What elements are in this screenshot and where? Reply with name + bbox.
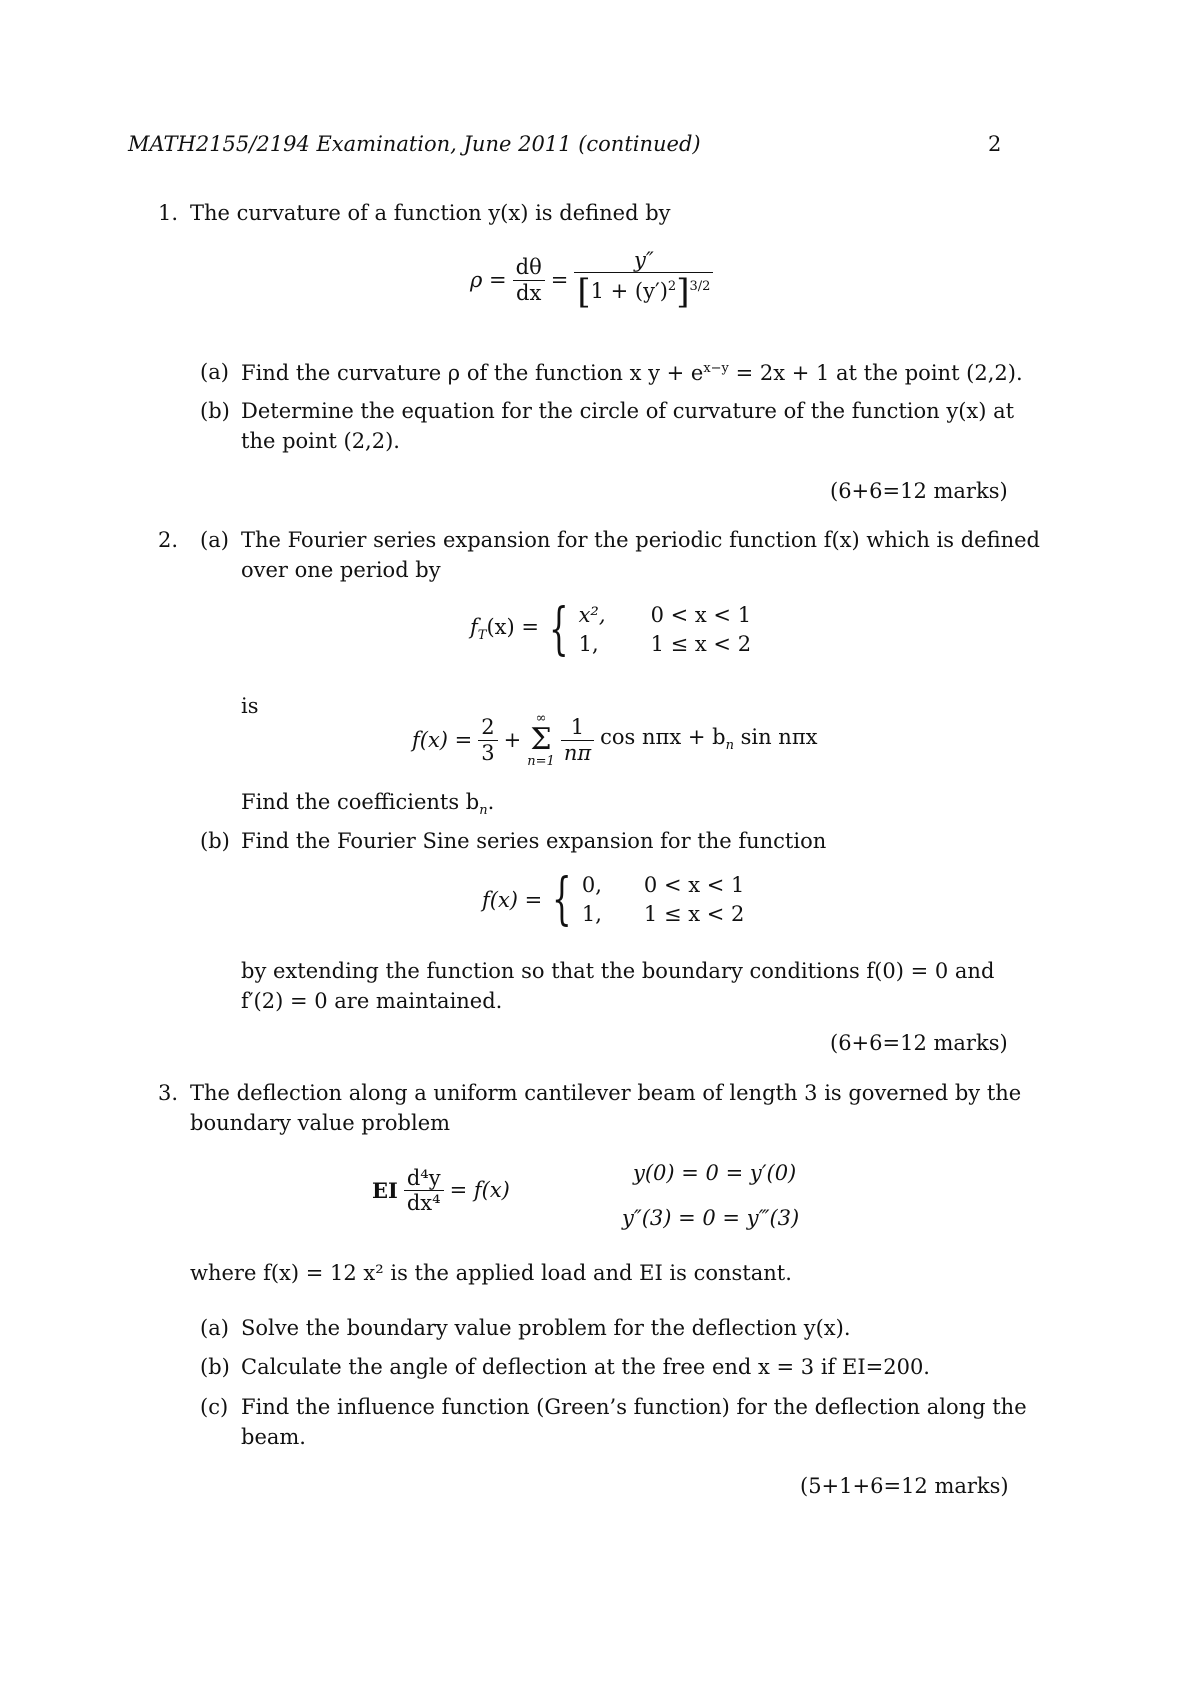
find-text: Find the coefficients b (241, 790, 480, 814)
ei-symbol: EI (372, 1178, 398, 1204)
left-bracket: [ (577, 272, 591, 313)
periodic-function-definition (470, 597, 752, 662)
step-function-definition (482, 867, 745, 932)
find-coefficients-text (241, 792, 494, 817)
question-1-intro: The curvature of a function y(x) is defined by (190, 201, 671, 225)
question-3c-label: (c) (200, 1395, 229, 1419)
question-2-marks: (6+6=12 marks) (830, 1031, 1008, 1055)
page-number: 2 (988, 132, 1002, 156)
question-3a-text: Solve the boundary value problem for the deflection y(x). (241, 1316, 851, 1340)
sigma-symbol: Σ (530, 722, 552, 757)
question-2-number: 2. (158, 528, 179, 552)
left-brace: { (548, 597, 569, 662)
left-brace: { (552, 867, 572, 932)
right-bracket: ] (676, 272, 690, 313)
question-3-where: where f(x) = 12 x² is the applied load and EI is constant. (190, 1261, 792, 1285)
question-3-marks: (5+1+6=12 marks) (800, 1474, 1009, 1498)
question-2b-line2: f′(2) = 0 are maintained. (241, 989, 503, 1013)
plus-sign: + (503, 727, 522, 752)
boundary-condition-1: y(0) = 0 = y′(0) (633, 1161, 797, 1185)
question-3a-label: (a) (200, 1316, 229, 1340)
question-3b-text: Calculate the angle of deflection at the free end x = 3 if EI=200. (241, 1355, 930, 1379)
q1a-text-start: Find the curvature ρ of the function x y + e (241, 361, 704, 385)
square-exponent: 2 (667, 279, 677, 295)
fraction-numerator: 2 (478, 715, 497, 740)
question-1-number: 1. (158, 201, 179, 225)
sum-upper-limit: ∞ (535, 711, 547, 726)
equals-sign: = (550, 267, 569, 292)
fraction-denominator (574, 273, 713, 312)
cos-term: cos nπx + b (600, 725, 726, 750)
find-period: . (487, 790, 495, 814)
case-1-value: 0, (581, 872, 602, 897)
word-is: is (241, 694, 259, 718)
fT-subscript: T (477, 628, 487, 644)
question-3-line2: boundary value problem (190, 1111, 451, 1135)
series-lhs: f(x) = (412, 727, 473, 752)
beam-ode (372, 1166, 510, 1215)
question-1b-line2: the point (2,2). (241, 429, 400, 453)
boundary-condition-2: y″(3) = 0 = y‴(3) (622, 1206, 800, 1230)
fourth-derivative-fraction (404, 1166, 444, 1215)
sin-term: sin nπx (733, 725, 818, 750)
curvature-formula (470, 248, 713, 312)
fraction-numerator: dθ (513, 255, 545, 280)
denominator-base: 1 + (y′) (590, 279, 668, 304)
question-2a-label: (a) (200, 528, 229, 552)
question-1a-label: (a) (200, 360, 229, 384)
fraction-numerator: 1 (561, 715, 594, 740)
dtheta-dx-fraction (513, 255, 545, 304)
page-header-title: MATH2155/2194 Examination, June 2011 (continued) (128, 132, 701, 156)
question-3-line1: The deflection along a uniform cantilever beam of length 3 is governed by the (190, 1081, 1022, 1105)
power-exponent: 3/2 (689, 279, 711, 295)
q1a-exponent: x−y (703, 361, 729, 376)
case-2-condition: 1 ≤ x < 2 (643, 902, 745, 926)
question-1-marks: (6+6=12 marks) (830, 479, 1008, 503)
question-3c-line2: beam. (241, 1425, 306, 1449)
formula-lhs: ρ = (470, 267, 507, 292)
question-3b-label: (b) (200, 1355, 230, 1379)
question-2b-line1: by extending the function so that the boundary conditions f(0) = 0 and (241, 959, 995, 983)
sum-lower-limit: n=1 (527, 754, 555, 769)
fT-argument: (x) = (486, 615, 539, 640)
piecewise-cases (579, 604, 751, 656)
one-over-npi-fraction (561, 715, 594, 764)
question-3-number: 3. (158, 1081, 179, 1105)
question-2a-line1: The Fourier series expansion for the periodic function f(x) which is defined (241, 528, 1040, 552)
question-1b-label: (b) (200, 399, 230, 423)
find-subscript: n (479, 803, 488, 819)
fourier-series-formula (412, 712, 817, 768)
fT-symbol: f (470, 615, 478, 640)
case-2-value: 1, (581, 902, 602, 926)
two-thirds-fraction (478, 715, 497, 764)
ode-rhs: = f(x) (449, 1178, 510, 1203)
question-2b-text: Find the Fourier Sine series expansion for the function (241, 829, 827, 853)
question-3c-line1: Find the influence function (Green’s function) for the deflection along the (241, 1395, 1027, 1419)
q1a-text-end: = 2x + 1 at the point (2,2). (728, 361, 1023, 385)
case-1-condition: 0 < x < 1 (643, 872, 745, 897)
fraction-denominator: nπ (563, 740, 592, 765)
question-2b-label: (b) (200, 829, 230, 853)
step-lhs: f(x) = (482, 887, 543, 912)
bn-subscript: n (725, 738, 734, 754)
question-1b-line1: Determine the equation for the circle of curvature of the function y(x) at (241, 399, 1015, 423)
question-2a-line2: over one period by (241, 558, 441, 582)
case-1-value: x², (578, 602, 606, 627)
fT-lhs (470, 617, 539, 642)
curvature-fraction (574, 248, 713, 312)
case-1-condition: 0 < x < 1 (650, 602, 752, 627)
piecewise-cases (582, 874, 744, 926)
fraction-denominator: dx⁴ (406, 1191, 441, 1216)
fraction-numerator: d⁴y (404, 1166, 444, 1191)
case-2-value: 1, (578, 632, 599, 656)
fraction-denominator: dx (516, 280, 542, 305)
series-tail (600, 727, 817, 752)
case-2-condition: 1 ≤ x < 2 (650, 632, 752, 656)
fraction-denominator: 3 (481, 740, 495, 765)
question-1a-text (241, 362, 1023, 384)
summation (527, 712, 555, 768)
fraction-numerator: y″ (574, 248, 713, 273)
